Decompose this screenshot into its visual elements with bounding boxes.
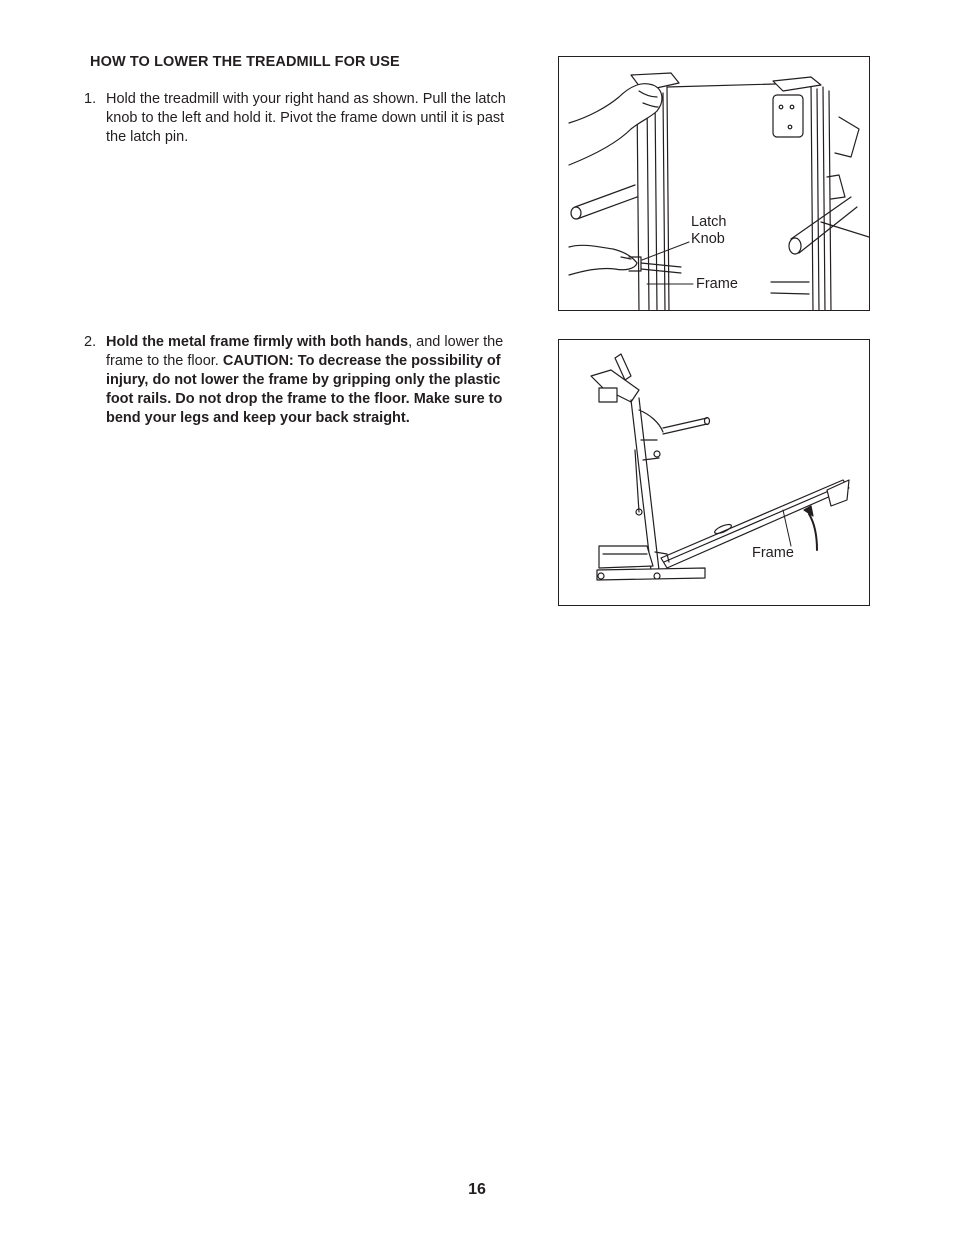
latch-label-line2: Knob: [691, 231, 725, 247]
step-1: [84, 90, 526, 147]
frame-label-figure-1: Frame: [696, 276, 738, 292]
page-number: 16: [468, 1181, 486, 1198]
figure-2: [558, 339, 870, 606]
step-2-text: [106, 333, 526, 428]
step-2-bold-lead: Hold the metal frame firmly with both hands: [106, 334, 409, 350]
section-heading: HOW TO LOWER THE TREADMILL FOR USE: [90, 54, 400, 70]
step-1-number: 1.: [84, 91, 97, 107]
figure-2-illustration: [559, 340, 870, 606]
step-2-number: 2.: [84, 334, 97, 350]
step-2-caution: CAUTION: To decrease the possibility of injury, do not lower the frame by gripping only the plastic foot rails. Do not drop the frame to the floor. Make sure to bend your legs and keep your back straight.: [106, 353, 503, 426]
figure-1-illustration: [559, 57, 870, 311]
frame-label-figure-2: Frame: [752, 545, 794, 561]
latch-label-line1: Latch: [691, 214, 727, 230]
latch-knob-label: [691, 214, 726, 248]
step-1-text: Hold the treadmill with your right hand as shown. Pull the latch knob to the left and hold it. Pivot the frame down until it is past the latch pin.: [106, 91, 506, 145]
step-2-plain: , and lower the frame to the floor.: [106, 334, 504, 369]
step-2: [84, 333, 526, 428]
figure-1: [558, 56, 870, 311]
